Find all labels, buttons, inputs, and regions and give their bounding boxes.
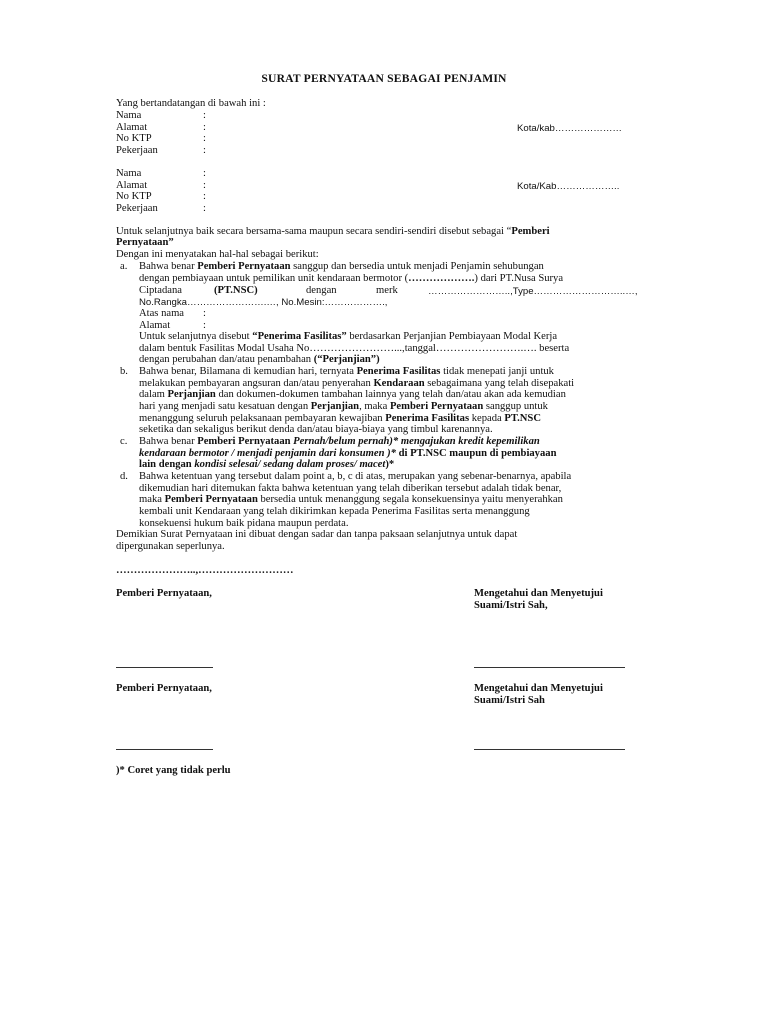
bold-span: Pemberi Pernyataan — [197, 436, 291, 447]
p1-ktp-label: No KTP — [116, 133, 152, 144]
text-span: berdasarkan Perjanjian Pembiayaan Modal Kerja — [346, 331, 558, 342]
selanjutnya-line2 — [116, 237, 174, 249]
bold-span: Pemberi — [511, 226, 550, 237]
item-a-line3-d: merk — [376, 285, 398, 296]
colon: : — [203, 133, 206, 144]
item-a-atas-nama: Atas nama — [139, 308, 185, 319]
item-b-line4 — [139, 401, 656, 413]
text-span: sanggup dan bersedia untuk menjadi Penjamin sehubungan — [290, 261, 544, 272]
footnote: )* Coret yang tidak perlu — [116, 765, 231, 776]
item-a-line3-a: Ciptadana — [139, 285, 182, 296]
bold-span: Pemberi Pernyataan — [389, 401, 484, 412]
p1-kota-field: Kota/kab………………… — [517, 123, 623, 134]
text-span: Untuk selanjutnya baik secara bersama-sama maupun secara sendiri-sendiri disebut sebagai “ — [116, 226, 512, 237]
text-span: sanggup untuk — [483, 401, 548, 412]
item-c-marker: c. — [120, 436, 128, 447]
bold-span: “Penerima Fasilitas” — [252, 331, 347, 342]
p1-alamat-label: Alamat — [116, 122, 148, 133]
bold-span: Pernyataan” — [116, 237, 174, 248]
p2-alamat-label: Alamat — [116, 180, 148, 191]
closing-line1: Demikian Surat Pernyataan ini dibuat dengan sadar dan tanpa paksaan selanjutnya untuk dapat — [116, 529, 518, 540]
menyatakan-text: Dengan ini menyatakan hal-hal sebagai berikut: — [116, 249, 319, 260]
item-a-marker: a. — [120, 261, 128, 272]
item-a-line3-e: ……………………..,Type………………………..…, — [428, 286, 638, 297]
item-a-line3-c: dengan — [306, 285, 337, 296]
p1-pekerjaan-label: Pekerjaan — [116, 145, 158, 156]
item-d-line3 — [139, 494, 656, 506]
item-a-line9 — [139, 354, 380, 366]
item-c-line2 — [139, 448, 656, 460]
item-d-marker: d. — [120, 471, 128, 482]
bold-italic-span: kendaraan bermotor / menjadi penjamin dari konsumen )* — [139, 448, 396, 459]
colon: : — [203, 168, 206, 179]
colon: : — [203, 191, 206, 202]
text-span: melakukan pembayaran angsuran dan/atau penyerahan — [139, 378, 374, 389]
signature-line — [474, 667, 625, 668]
bold-span: (PT.NSC) — [214, 285, 258, 296]
item-b-line5 — [139, 413, 656, 425]
item-a-line7 — [139, 331, 656, 343]
sign1-right-label1: Mengetahui dan Menyetujui — [474, 588, 603, 599]
item-b-line2 — [139, 378, 656, 390]
bold-span: Kendaraan — [373, 378, 425, 389]
text-span: hari yang menjadi satu kesatuan dengan — [139, 401, 311, 412]
sign2-left-label: Pemberi Pernyataan, — [116, 683, 212, 694]
colon: : — [203, 145, 206, 156]
item-b-line1 — [139, 366, 656, 378]
item-c-line1 — [139, 436, 656, 448]
text-span: Bahwa benar, Bilamana di kemudian hari, ternyata — [139, 366, 357, 377]
text-span: dengan pembiayaan untuk pemilikan unit kendaraan bermotor ( — [139, 273, 409, 284]
signature-line — [116, 667, 213, 668]
document-title: SURAT PERNYATAAN SEBAGAI PENJAMIN — [261, 72, 507, 85]
text-span: , maka — [359, 401, 390, 412]
item-a-alamat: Alamat — [139, 320, 171, 331]
bold-span: …………………..,……………………… — [116, 565, 294, 576]
text-span: menanggung seluruh pelaksanaan pembayaran kewajiban — [139, 413, 386, 424]
text-span: maka — [139, 494, 165, 505]
item-a-line3-b — [214, 285, 258, 297]
p2-kota-field: Kota/Kab……………….. — [517, 181, 620, 192]
colon: : — [203, 308, 206, 319]
bold-span: ………………. — [408, 273, 475, 284]
bold-span: Pemberi Pernyataan — [164, 494, 258, 505]
item-b-line3 — [139, 389, 656, 401]
bold-span: di PT.NSC maupun di pembiayaan — [395, 448, 557, 459]
closing-line2: dipergunakan seperlunya. — [116, 541, 225, 552]
text-span: Bahwa benar — [139, 436, 198, 447]
bold-span: Perjanjian — [310, 401, 360, 412]
text-span: sebagaimana yang telah disepakati — [424, 378, 575, 389]
colon: : — [203, 110, 206, 121]
text-span: ) dari PT.Nusa Surya — [474, 273, 564, 284]
item-a-line2 — [139, 273, 656, 285]
p2-pekerjaan-label: Pekerjaan — [116, 203, 158, 214]
bold-italic-span: kondisi selesai/ sedang dalam proses/ macet — [194, 459, 386, 470]
text-span: dalam — [139, 389, 168, 400]
sign1-right-label2: Suami/Istri Sah, — [474, 600, 548, 611]
bold-span: )* — [385, 459, 395, 470]
item-d-line5: konsekuensi hukum baik pidana maupun perdata. — [139, 518, 349, 529]
bold-span: PT.NSC — [504, 413, 541, 424]
text-span: Bahwa benar — [139, 261, 198, 272]
item-b-line6: seketika dan sekaligus berikut denda dan/atau biaya-biaya yang timbul karenannya. — [139, 424, 493, 435]
text-span: tidak menepati janji untuk — [440, 366, 554, 377]
bold-span: Pemberi Pernyataan — [197, 261, 291, 272]
text-span: dengan perubahan dan/atau penambahan — [139, 354, 314, 365]
colon: : — [203, 320, 206, 331]
item-d-line1: Bahwa ketentuan yang tersebut dalam point a, b, c di atas, merupakan yang sebenar-benarnya, apabila — [139, 471, 572, 482]
p2-nama-label: Nama — [116, 168, 142, 179]
p1-nama-label: Nama — [116, 110, 142, 121]
colon: : — [203, 122, 206, 133]
intro-text: Yang bertandatangan di bawah ini : — [116, 98, 266, 109]
colon: : — [203, 180, 206, 191]
sign1-left-label: Pemberi Pernyataan, — [116, 588, 212, 599]
item-a-line4: No.Rangka…………………….…, No.Mesin:………………., — [139, 297, 388, 308]
item-a-line1 — [139, 261, 656, 273]
selanjutnya-line1 — [116, 226, 661, 238]
date-place-line — [116, 565, 293, 577]
bold-span: Penerima Fasilitas — [356, 366, 441, 377]
text-span: Untuk selanjutnya disebut — [139, 331, 253, 342]
item-b-marker: b. — [120, 366, 128, 377]
bold-span: (“Perjanjian”) — [313, 354, 380, 365]
item-c-line3 — [139, 459, 394, 471]
signature-line — [474, 749, 625, 750]
text-span: bersedia untuk menanggung segala konsekuensinya yaitu menyerahkan — [257, 494, 563, 505]
sign2-right-label1: Mengetahui dan Menyetujui — [474, 683, 603, 694]
colon: : — [203, 203, 206, 214]
bold-span: Penerima Fasilitas — [385, 413, 470, 424]
signature-line — [116, 749, 213, 750]
text-span: dan dokumen-dokumen tambahan lainnya yang telah dan/atau akan ada kemudian — [215, 389, 566, 400]
text-span: kepada — [469, 413, 505, 424]
p2-ktp-label: No KTP — [116, 191, 152, 202]
bold-italic-span: Pernah/belum pernah)* mengajukan kredit kepemilikan — [290, 436, 540, 447]
bold-span: Perjanjian — [167, 389, 216, 400]
sign2-right-label2: Suami/Istri Sah — [474, 695, 545, 706]
bold-span: lain dengan — [139, 459, 195, 470]
item-d-line2: dikemudian hari ditemukan fakta bahwa ketentuan yang telah diberikan tersebut adalah tidak benar, — [139, 483, 562, 494]
item-d-line4: kembali unit Kendaraan yang telah dikirimkan kepada Penerima Fasilitas serta menanggung — [139, 506, 530, 517]
item-a-line8: dalam bentuk Fasilitas Modal Usaha No……………………...,tanggal…………………….…. beserta — [139, 343, 570, 354]
